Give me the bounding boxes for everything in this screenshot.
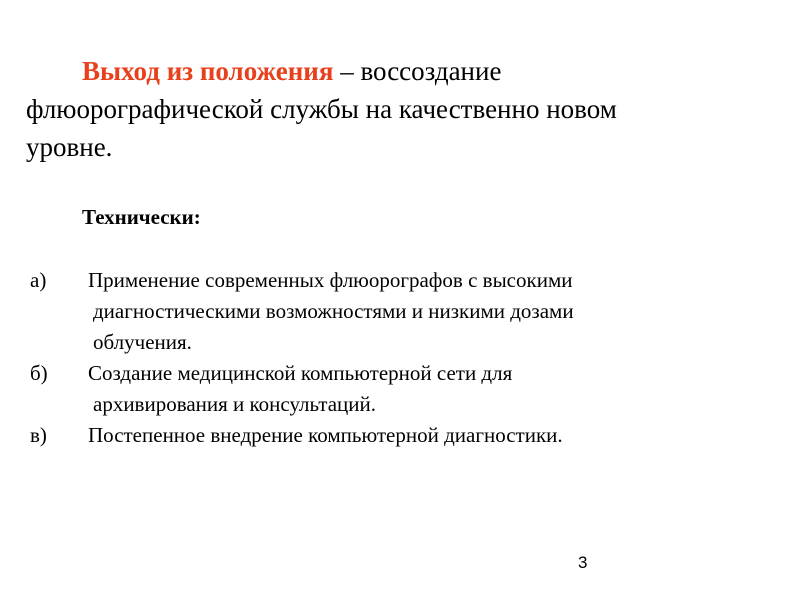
measures-list: [30, 265, 750, 451]
list-item-line: Создание медицинской компьютерной сети для: [88, 361, 513, 385]
list-item-line: диагностическими возможностями и низкими дозами: [93, 299, 574, 323]
heading-accent-text: Выход из положения: [82, 56, 334, 86]
list-item: [30, 358, 750, 420]
heading-line-2: флюорографической службы на качественно новом: [26, 94, 617, 124]
list-item: [30, 420, 750, 451]
list-item-line: Применение современных флюорографов с высокими: [88, 268, 573, 292]
heading-line-1: [26, 52, 766, 90]
list-item-line: архивирования и консультаций.: [93, 392, 377, 416]
section-label: Технически:: [82, 205, 201, 229]
list-marker: в): [30, 423, 47, 447]
list-marker: а): [30, 268, 47, 292]
list-item-line: Постепенное внедрение компьютерной диагностики.: [88, 423, 563, 447]
heading-rest-text: – воссоздание: [333, 56, 502, 86]
list-marker: б): [30, 361, 48, 385]
heading-line-3: уровне.: [26, 132, 113, 162]
page-number: 3: [578, 553, 588, 572]
list-item-line: облучения.: [93, 330, 192, 354]
slide-heading: [26, 52, 766, 166]
list-item: [30, 265, 750, 358]
